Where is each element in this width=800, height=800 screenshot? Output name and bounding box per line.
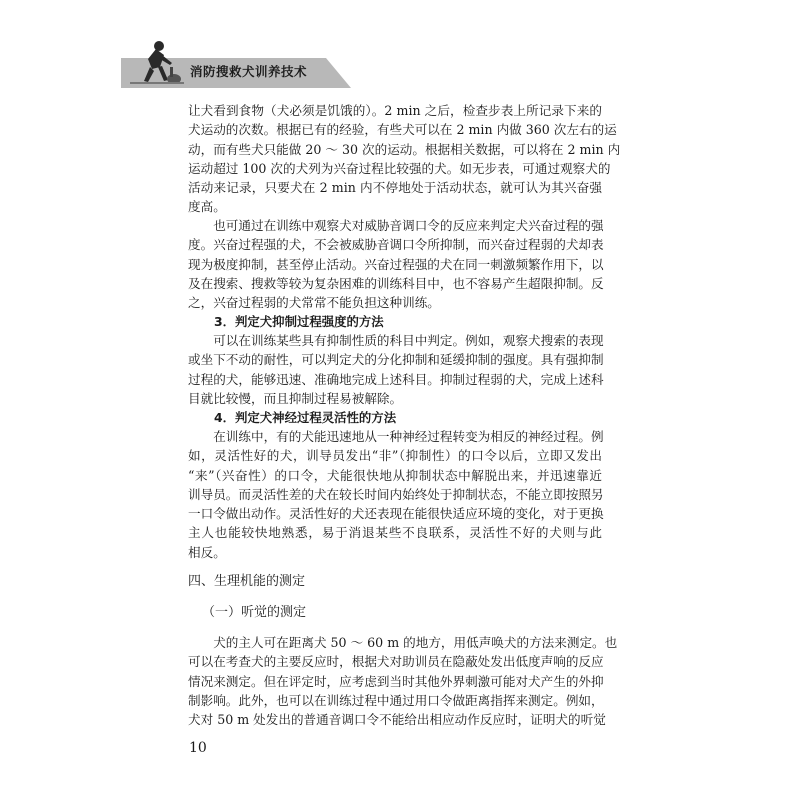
text-line: 运动超过 100 次的犬列为兴奋过程比较强的犬。如无步表，可通过观察犬的 [188,160,611,176]
text-line: 如，灵活性好的犬，训导员发出“非”（抑制性）的口令以后，立即又发出 [188,448,602,464]
text-line: 现为极度抑制，甚至停止活动。兴奋过程强的犬在同一刺激频繁作用下，以 [188,256,604,272]
section-heading-4 [188,408,602,427]
subsection-heading: （一）听觉的测定 [202,605,307,620]
text-line: 一口令做出动作。灵活性好的犬还表现在能很快适应环境的变化，对于更换 [188,506,604,522]
text-line: 让犬看到食物（犬必须是饥饿的）。2 min 之后，检查步表上所记录下来的 [188,103,602,118]
paragraph-1 [188,101,621,217]
text-line: 度高。 [188,199,226,215]
text-line: 犬的主人可在距离犬 50 ～ 60 m 的地方，用低声唤犬的方法来测定。也 [188,635,618,650]
paragraph-4 [188,427,602,562]
chapter-subsection-heading [188,603,602,622]
text-line: 制影响。此外，也可以在训练过程中通过用口令做距离指挥来测定。例如， [188,692,604,708]
section-heading: 四、生理机能的测定 [188,574,306,589]
text-line: 动，而有些犬只能做 20 ～ 30 次的运动。根据相关数据，可以将在 2 min 内 [188,141,621,157]
text-line: 及在搜索、搜救等较为复杂困难的训练科目中，也不容易产生超限抑制。反 [188,275,604,291]
text-line: 可以在训练某些具有抑制性质的科目中判定。例如，观察犬搜索的表现 [188,333,604,348]
text-line: 犬对 50 m 处发出的普通音调口令不能给出相应动作反应时，证明犬的听觉 [188,712,606,728]
text-line: 训导员。而灵活性差的犬在较长时间内始终处于抑制状态，不能立即按照另 [188,486,604,502]
text-line: 活动来记录，只要犬在 2 min 内不停地处于活动状态，就可认为其兴奋强 [188,180,602,196]
text-line: “来”（兴奋性）的口令，犬能很快地从抑制状态中解脱出来，并迅速靠近 [188,467,602,483]
paragraph-5 [188,633,618,729]
text-line: 在训练中，有的犬能迅速地从一种神经过程转变为相反的神经过程。例 [188,429,604,444]
text-line: 主人也能较快地熟悉，易于消退某些不良联系，灵活性不好的犬则与此 [188,525,602,541]
text-line: 也可通过在训练中观察犬对威胁音调口令的反应来判定犬兴奋过程的强 [188,218,604,233]
text-line: 目就比较慢，而且抑制过程易被解除。 [188,390,403,406]
subsection-heading: 4．判定犬神经过程灵活性的方法 [214,410,397,425]
text-line: 可以在考查犬的主要反应时，根据犬对助训员在隐蔽处发出低度声响的反应 [188,654,604,670]
section-heading-3 [188,312,602,331]
text-line: 犬运动的次数。根据已有的经验，有些犬可以在 2 min 内做 360 次左右的运 [188,122,617,138]
firefighter-icon [126,37,186,89]
page-number: 10 [189,740,207,756]
text-line: 情况来测定。但在评定时，应考虑到当时其他外界刺激可能对犬产生的外抑 [188,673,604,689]
text-line: 度。兴奋过程强的犬，不会被威胁音调口令所抑制，而兴奋过程弱的犬却表 [188,237,604,253]
text-line: 过程的犬，能够迅速、准确地完成上述科目。抑制过程弱的犬，完成上述科 [188,371,604,387]
text-line: 相反。 [188,544,226,560]
paragraph-3 [188,331,602,408]
subsection-heading: 3．判定犬抑制过程强度的方法 [214,314,384,329]
text-line: 之，兴奋过程弱的犬常常不能负担这种训练。 [188,295,440,311]
running-header-title: 消防搜救犬训养技术 [190,64,308,79]
text-line: 或坐下不动的耐性，可以判定犬的分化抑制和延缓抑制的强度。具有强抑制 [188,352,604,368]
chapter-section-heading [188,572,602,591]
paragraph-2 [188,216,602,312]
